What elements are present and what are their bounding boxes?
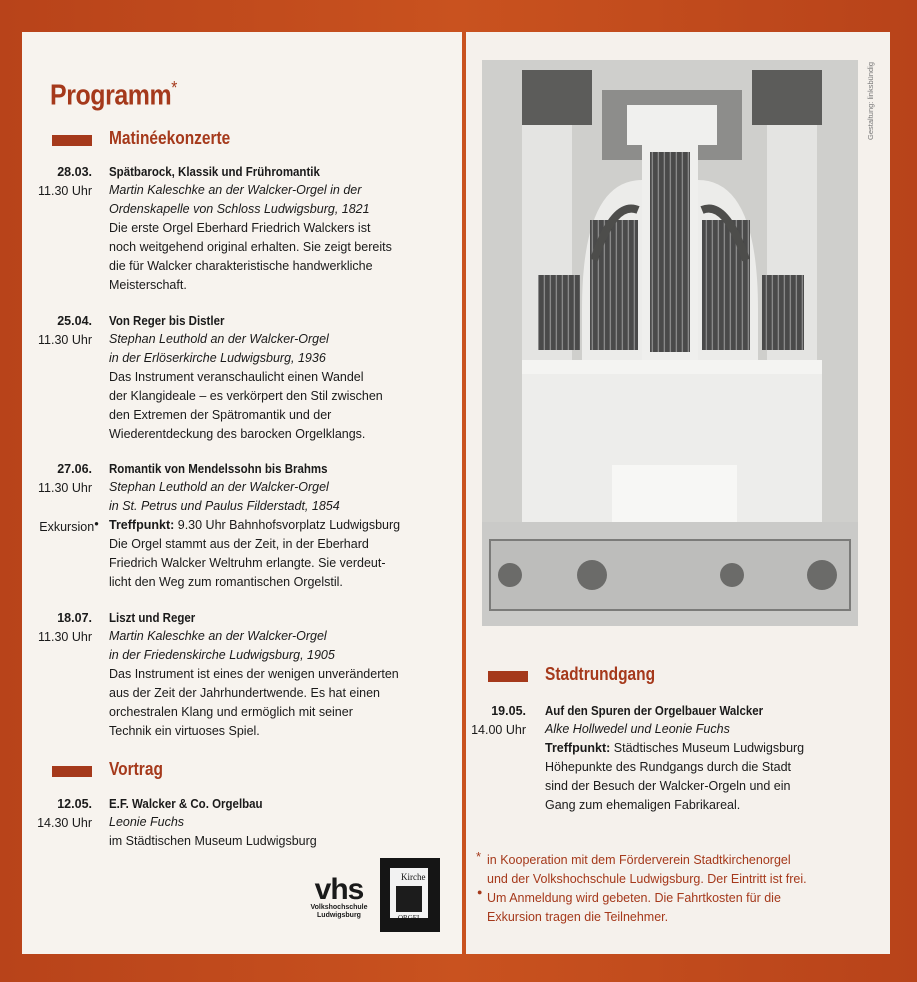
event-time: 14.00 Uhr: [471, 723, 526, 737]
event-date: 19.05.: [491, 704, 526, 718]
event-performer: Martin Kaleschke an der Walcker-Orgel: [109, 629, 327, 643]
section-heading-matinee: Matinéekonzerte: [109, 128, 231, 148]
event-speaker: Leonie Fuchs: [109, 815, 185, 829]
event-desc: noch weitgehend original erhalten. Sie zeigt bereits: [109, 240, 392, 254]
event-date: 12.05.: [57, 797, 92, 811]
excursion-label: Exkursion●: [39, 519, 99, 535]
note-line: in Kooperation mit dem Förderverein Stadtkirchenorgel: [487, 853, 791, 867]
event-desc: Die Orgel stammt aus der Zeit, in der Eberhard: [109, 537, 369, 551]
event-time: 11.30 Uhr: [38, 481, 92, 495]
section-heading-stadtrundgang: Stadtrundgang: [545, 664, 656, 684]
event-meeting-point: Treffpunkt: 9.30 Uhr Bahnhofsvorplatz Ludwigsburg: [109, 518, 401, 532]
event-desc: aus der Zeit der Jahrhundertwende. Es hat einen: [109, 686, 381, 700]
event-desc: Höhepunkte des Rundgangs durch die Stadt: [545, 760, 792, 774]
event-meeting-point: Treffpunkt: Städtisches Museum Ludwigsburg: [545, 741, 805, 755]
note-line: Exkursion tragen die Teilnehmer.: [487, 910, 669, 924]
event-title: Spätbarock, Klassik und Frühromantik: [109, 165, 320, 179]
event-speakers: Alke Hollwedel und Leonie Fuchs: [545, 722, 730, 736]
event-desc: Wiederentdeckung des barocken Orgelklangs.: [109, 427, 366, 441]
section-bar: [52, 135, 92, 146]
event-venue: in der Friedenskirche Ludwigsburg, 1905: [109, 648, 335, 662]
event-desc: Das Instrument veranschaulicht einen Wandel: [109, 370, 364, 384]
section-bar: [52, 766, 92, 777]
event-desc: Die erste Orgel Eberhard Friedrich Walckers ist: [109, 221, 371, 235]
event-title: Liszt und Reger: [109, 611, 196, 625]
event-desc: Technik ein virtuoses Spiel.: [109, 724, 260, 738]
event-title: E.F. Walcker & Co. Orgelbau: [109, 797, 263, 811]
event-time: 11.30 Uhr: [38, 184, 92, 198]
note-star-mark: *: [476, 849, 482, 864]
event-performer: Martin Kaleschke an der Walcker-Orgel in der: [109, 183, 362, 197]
event-title: Von Reger bis Distler: [109, 314, 225, 328]
event-venue: Ordenskapelle von Schloss Ludwigsburg, 1821: [109, 202, 370, 216]
event-time: 11.30 Uhr: [38, 630, 92, 644]
event-desc: sind der Besuch der Walcker-Orgeln und ein: [545, 779, 791, 793]
note-line: Um Anmeldung wird gebeten. Die Fahrtkosten für die: [487, 891, 781, 905]
event-desc: die für Walcker charakteristische handwerkliche: [109, 259, 373, 273]
section-heading-vortrag: Vortrag: [109, 759, 163, 779]
event-time: 14.30 Uhr: [37, 816, 92, 830]
event-desc: Das Instrument ist eines der wenigen unveränderten: [109, 667, 399, 681]
kirche-orgel-logo: Kirche ORGEL: [380, 858, 440, 932]
section-bar: [488, 671, 528, 682]
event-venue: im Städtischen Museum Ludwigsburg: [109, 834, 317, 848]
event-venue: in St. Petrus und Paulus Filderstadt, 1854: [109, 499, 340, 513]
event-date: 25.04.: [57, 314, 92, 328]
event-title: Auf den Spuren der Orgelbauer Walcker: [545, 704, 764, 718]
photo-credit: Gestaltung: linksbündig: [866, 62, 875, 140]
event-desc: Friedrich Walcker Weltruhm erlangte. Sie verdeut-: [109, 556, 386, 570]
event-desc: Gang zum ehemaligen Fabrikareal.: [545, 798, 741, 812]
event-time: 11.30 Uhr: [38, 333, 92, 347]
event-performer: Stephan Leuthold an der Walcker-Orgel: [109, 332, 329, 346]
event-desc: Meisterschaft.: [109, 278, 187, 292]
note-dot-mark: ●: [477, 887, 483, 897]
organ-photo: [482, 60, 858, 626]
event-venue: in der Erlöserkirche Ludwigsburg, 1936: [109, 351, 326, 365]
event-desc: der Klangideale – es verkörpert den Stil zwischen: [109, 389, 383, 403]
event-performer: Stephan Leuthold an der Walcker-Orgel: [109, 480, 329, 494]
event-date: 18.07.: [57, 611, 92, 625]
page-title: Programm*: [50, 78, 177, 112]
event-desc: den Extremen der Spätromantik und der: [109, 408, 332, 422]
event-date: 27.06.: [57, 462, 92, 476]
event-title: Romantik von Mendelssohn bis Brahms: [109, 462, 328, 476]
event-desc: orchestralen Klang und ermöglich mit seiner: [109, 705, 353, 719]
note-line: und der Volkshochschule Ludwigsburg. Der Eintritt ist frei.: [487, 872, 807, 886]
event-date: 28.03.: [57, 165, 92, 179]
event-desc: licht den Weg zum romantischen Orgelstil.: [109, 575, 343, 589]
vhs-logo: vhs Volkshochschule Ludwigsburg: [310, 873, 368, 919]
